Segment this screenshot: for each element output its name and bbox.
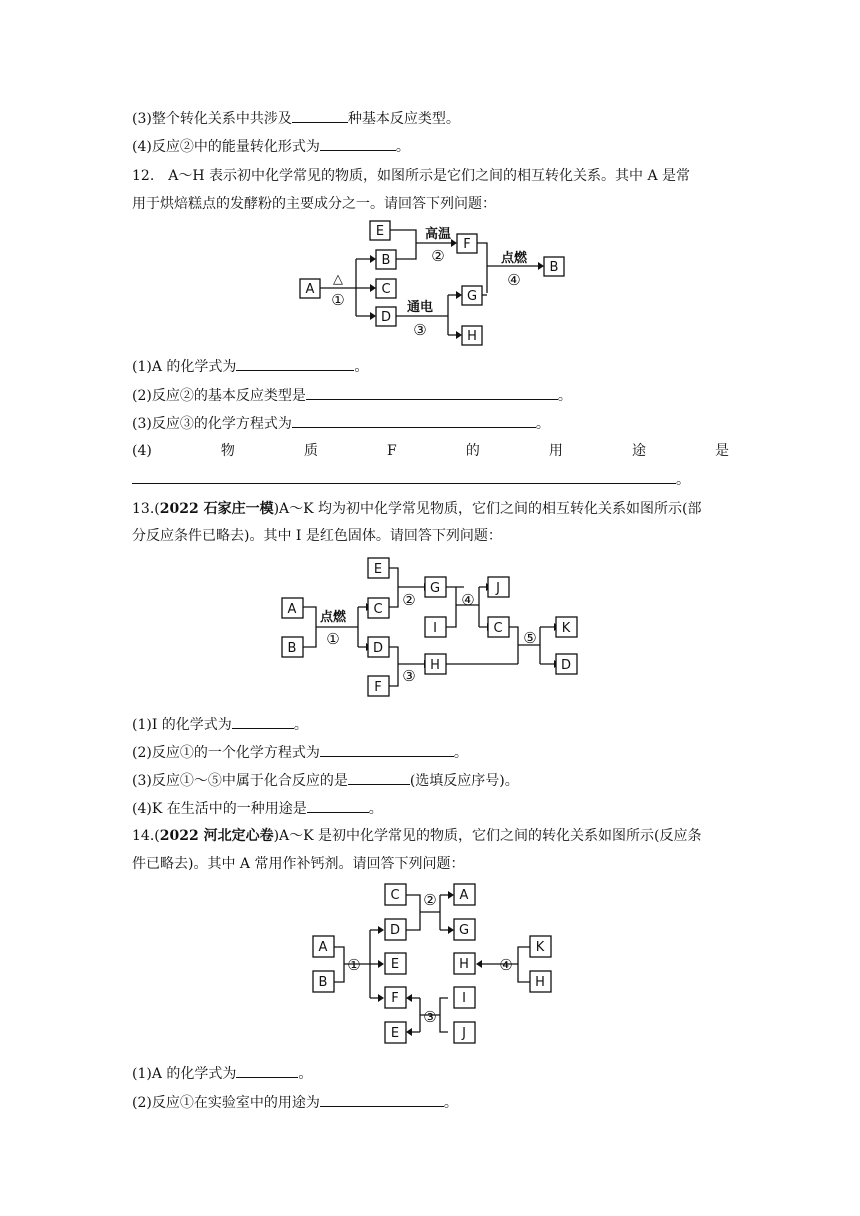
q13-box-e: E [373,562,383,577]
answer-blank[interactable] [292,413,536,428]
q12-sub1 [132,356,368,377]
q14-num-4: ④ [499,956,513,974]
q12-sub3-text: (3)反应③的化学方程式为 [132,416,292,432]
q12-sub4-word: 用 [548,443,563,459]
q13-box-k: K [561,621,571,636]
q12-sub4-word: 的 [465,443,480,459]
answer-blank[interactable] [236,1063,298,1078]
q12-num-3: ③ [413,321,427,339]
q12-sub2-text: (2)反应②的基本反应类型是 [132,388,306,404]
q14-number: 14.( [132,828,160,844]
q13-sub2-tail: 。 [453,745,468,761]
q14-box-b: B [318,975,328,990]
answer-blank[interactable] [236,356,354,371]
q12-box-d: D [380,310,392,325]
q13-sub2-text: (2)反应①的一个化学方程式为 [132,745,320,761]
q13-box-j: J [496,581,500,596]
q14-source: 2022 河北定心卷 [159,828,274,844]
q12-sub4-word: 是 [715,443,729,459]
q14-sub2-text: (2)反应①在实验室中的用途为 [132,1095,320,1111]
q12-sub3-tail: 。 [535,416,550,432]
q13-num-2: ② [402,591,416,609]
q13-box-f: F [374,680,382,695]
q12-box-g: G [466,289,478,304]
q14-num-2: ② [423,891,437,909]
q13-box-b: B [287,641,297,656]
q12-stem-line2: 用于烘焙糕点的发酵粉的主要成分之一。请回答下列问题： [132,196,496,212]
q12-sub1-tail: 。 [354,359,369,375]
q12-sub4-word: (4) [132,443,152,459]
answer-blank[interactable] [307,798,369,813]
q13-sub3-tail: (选填反应序号)。 [409,773,519,789]
q14-box-e2: E [390,1026,400,1041]
q13-num-5: ⑤ [523,629,537,647]
q14-sub1-text: (1)A 的化学式为 [132,1066,237,1082]
q12-sub1-text: (1)A 的化学式为 [132,359,237,375]
q14-diagram [304,879,560,1049]
q13-stem-line1 [132,499,702,519]
q13-num-1: ① [326,630,340,648]
q13-sub1-text: (1)I 的化学式为 [132,717,232,733]
q14-box-f: F [391,991,399,1006]
q14-stem-text: )A～K 是初中化学常见的物质，它们之间的转化关系如图所示(反应条 [273,828,702,844]
q14-box-a-top: A [459,888,469,903]
q14-box-d: D [389,923,401,938]
q12-box-h: H [467,329,477,344]
q12-sub3 [132,413,550,434]
q12-box-e: E [375,224,385,239]
q12-num-1: ① [331,291,345,309]
q13-diagram [278,555,584,701]
q13-cond-ignite: 点燃 [319,610,347,625]
q13-num-3: ③ [402,667,416,685]
q14-stem-line1 [132,826,702,846]
q12-sub4-tail: 。 [676,472,690,488]
q12-cond-electrolysis: 通电 [406,300,434,315]
q13-sub1-tail: 。 [293,717,308,733]
q13-box-c2: C [493,621,503,636]
q14-sub1-tail: 。 [298,1066,313,1082]
q14-box-j: J [462,1026,466,1041]
q14-box-c: C [390,888,400,903]
q13-stem-line2: 分反应条件已略去)。其中 I 是红色固体。请回答下列问题： [132,528,502,544]
q12-cond-ignite: 点燃 [500,251,528,266]
answer-blank[interactable] [320,1092,444,1107]
q13-box-g: G [429,581,441,596]
q14-box-h2: H [535,975,545,990]
q14-sub2 [132,1092,458,1113]
q13-sub3-text: (3)反应①～⑤中属于化合反应的是 [132,773,348,789]
q12-sub4-word: 质 [303,443,318,459]
q12-num-4: ④ [507,271,521,289]
q12-box-b2: B [549,260,559,275]
q14-box-e: E [390,957,400,972]
q12-sub2-tail: 。 [557,388,572,404]
q14-box-k: K [535,940,545,955]
q14-box-g: G [458,923,470,938]
q14-num-1: ① [347,956,361,974]
q11-sub4-text: (4)反应②中的能量转化形式为 [132,139,320,155]
answer-blank[interactable] [292,108,348,123]
answer-blank[interactable] [320,136,396,151]
q12-sub4-word: 途 [631,443,646,459]
q12-sub4-blank-line [132,469,690,490]
q12-num-2: ② [431,247,445,265]
answer-blank[interactable] [306,385,558,400]
q13-sub3 [132,770,519,791]
q11-sub3 [132,108,460,129]
answer-blank[interactable] [320,742,454,757]
q13-sub4-text: (4)K 在生活中的一种用途是 [132,801,307,817]
q12-box-b: B [381,253,391,268]
q13-box-i: I [433,621,437,636]
q12-cond-heat: △ [333,272,343,287]
q12-cond-high-temp: 高温 [424,227,452,242]
q13-sub4-tail: 。 [368,801,383,817]
q12-sub4-word: F [387,443,397,459]
q11-sub3-tail: 种基本反应类型。 [347,111,460,127]
q12-box-c: C [381,282,391,297]
q12-box-f: F [463,237,471,252]
q13-box-c: C [373,602,383,617]
q13-box-d2: D [560,658,572,673]
q12-sub4-word: 物 [220,443,235,459]
q12-stem-line1: 12. A～H 表示初中化学常见的物质，如图所示是它们之间的相互转化关系。其中 A 是常 [132,168,691,184]
q14-num-3: ③ [423,1008,437,1026]
q14-box-h: H [459,957,469,972]
q13-source: 2022 石家庄一模 [159,501,274,517]
answer-blank[interactable] [348,770,410,785]
q13-box-h: H [430,658,440,673]
q14-box-a: A [318,940,328,955]
q11-sub4 [132,136,410,157]
q14-sub2-tail: 。 [443,1095,458,1111]
q11-sub3-text: (3)整个转化关系中共涉及 [132,111,292,127]
answer-blank[interactable] [132,469,676,484]
q14-box-i: I [462,991,466,1006]
q11-sub4-tail: 。 [395,139,410,155]
q13-sub1 [132,714,308,735]
q13-sub2 [132,742,468,763]
q13-stem-text: )A～K 均为初中化学常见物质，它们之间的相互转化关系如图所示(部 [273,501,702,517]
q13-box-a: A [287,602,297,617]
q14-sub1 [132,1063,312,1084]
q13-number: 13.( [132,501,160,517]
q12-box-a: A [305,282,315,297]
q14-stem-line2: 件已略去)。其中 A 常用作补钙剂。请回答下列问题： [132,856,465,872]
q12-sub2 [132,385,572,406]
q12-sub4 [132,441,729,461]
q13-sub4 [132,798,383,819]
q13-num-4: ④ [461,591,475,609]
q13-box-d: D [372,641,384,656]
q12-diagram [290,215,570,353]
answer-blank[interactable] [232,714,294,729]
